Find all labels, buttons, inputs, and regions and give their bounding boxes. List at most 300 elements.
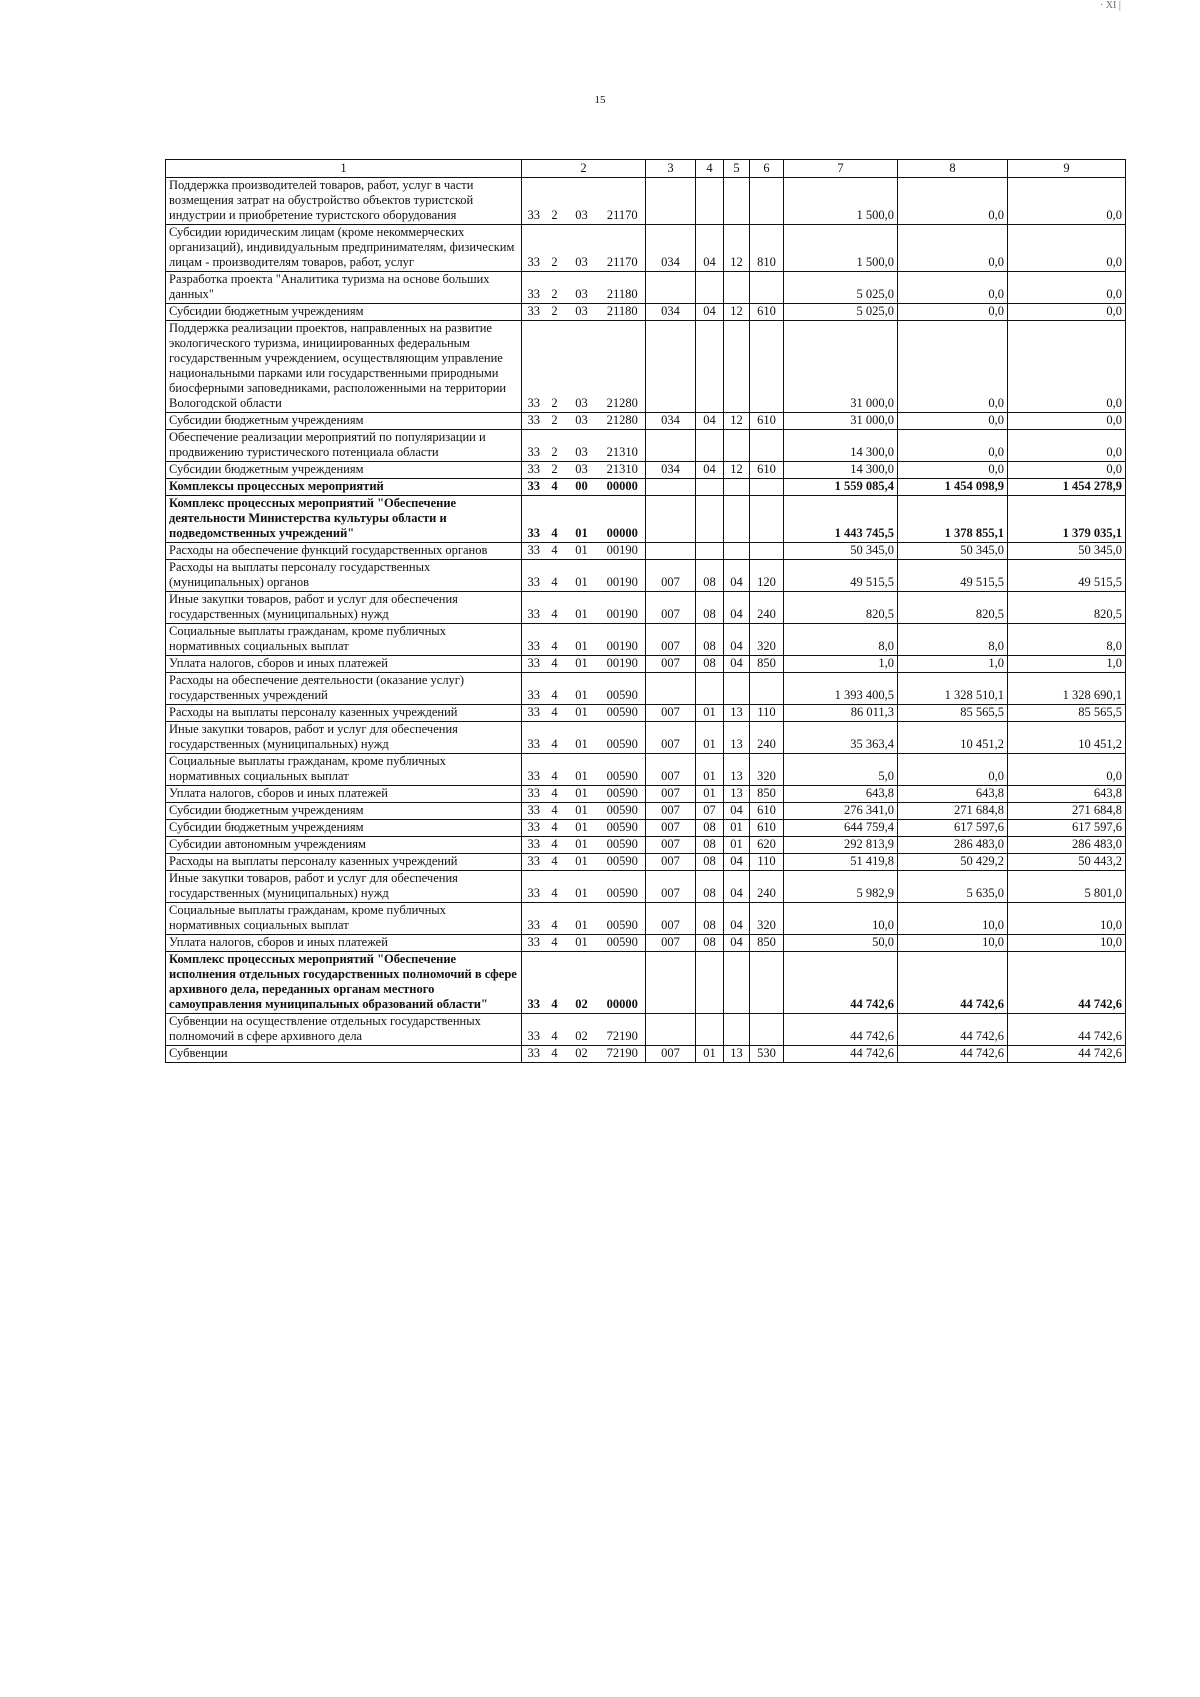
code-subsection: 04 (724, 624, 750, 656)
code-subsection (724, 430, 750, 462)
code-type: 4 (546, 786, 564, 803)
row-name: Уплата налогов, сборов и иных платежей (166, 786, 522, 803)
code-complex: 03 (564, 272, 600, 304)
code-direction: 21180 (600, 304, 646, 321)
code-expense-type: 620 (750, 837, 784, 854)
code-grbs (646, 1014, 696, 1046)
code-direction: 00590 (600, 803, 646, 820)
code-program: 33 (522, 673, 546, 705)
code-type: 4 (546, 854, 564, 871)
code-complex: 01 (564, 673, 600, 705)
code-complex: 01 (564, 786, 600, 803)
code-grbs: 007 (646, 854, 696, 871)
amount-col-9: 50 443,2 (1008, 854, 1126, 871)
code-type: 4 (546, 479, 564, 496)
amount-col-9: 1 328 690,1 (1008, 673, 1126, 705)
amount-col-7: 5,0 (784, 754, 898, 786)
code-expense-type: 320 (750, 624, 784, 656)
row-name: Субсидии бюджетным учреждениям (166, 820, 522, 837)
row-name: Расходы на обеспечение деятельности (оказание услуг) государственных учреждений (166, 673, 522, 705)
code-direction: 21280 (600, 321, 646, 413)
code-type: 4 (546, 543, 564, 560)
code-type: 2 (546, 413, 564, 430)
amount-col-9: 0,0 (1008, 178, 1126, 225)
row-name: Уплата налогов, сборов и иных платежей (166, 935, 522, 952)
amount-col-7: 1,0 (784, 656, 898, 673)
code-grbs: 007 (646, 803, 696, 820)
code-type: 4 (546, 935, 564, 952)
code-type: 4 (546, 722, 564, 754)
code-direction: 00590 (600, 820, 646, 837)
code-program: 33 (522, 430, 546, 462)
amount-col-9: 44 742,6 (1008, 952, 1126, 1014)
code-program: 33 (522, 952, 546, 1014)
code-expense-type (750, 430, 784, 462)
code-subsection: 04 (724, 656, 750, 673)
code-expense-type: 120 (750, 560, 784, 592)
code-section: 04 (696, 225, 724, 272)
amount-col-9: 0,0 (1008, 321, 1126, 413)
amount-col-8: 0,0 (898, 304, 1008, 321)
table-row (166, 903, 1126, 935)
amount-col-9: 0,0 (1008, 225, 1126, 272)
code-program: 33 (522, 178, 546, 225)
code-expense-type: 320 (750, 903, 784, 935)
amount-col-8: 44 742,6 (898, 1014, 1008, 1046)
code-expense-type: 240 (750, 722, 784, 754)
code-section: 07 (696, 803, 724, 820)
row-name: Расходы на выплаты персоналу государственных (муниципальных) органов (166, 560, 522, 592)
code-direction: 00590 (600, 786, 646, 803)
row-name: Социальные выплаты гражданам, кроме публичных нормативных социальных выплат (166, 754, 522, 786)
row-name: Иные закупки товаров, работ и услуг для обеспечения государственных (муниципальных) нужд (166, 592, 522, 624)
code-direction: 21180 (600, 272, 646, 304)
table-row (166, 462, 1126, 479)
row-name: Расходы на выплаты персоналу казенных учреждений (166, 705, 522, 722)
amount-col-8: 643,8 (898, 786, 1008, 803)
code-subsection (724, 321, 750, 413)
row-name: Расходы на обеспечение функций государственных органов (166, 543, 522, 560)
amount-col-7: 5 025,0 (784, 304, 898, 321)
amount-col-8: 50 429,2 (898, 854, 1008, 871)
code-complex: 01 (564, 803, 600, 820)
code-type: 4 (546, 496, 564, 543)
amount-col-8: 10,0 (898, 903, 1008, 935)
code-grbs: 007 (646, 624, 696, 656)
amount-col-7: 50 345,0 (784, 543, 898, 560)
header-col-5: 5 (724, 160, 750, 178)
amount-col-7: 49 515,5 (784, 560, 898, 592)
row-name: Социальные выплаты гражданам, кроме публичных нормативных социальных выплат (166, 624, 522, 656)
code-program: 33 (522, 722, 546, 754)
amount-col-9: 0,0 (1008, 304, 1126, 321)
amount-col-8: 44 742,6 (898, 1046, 1008, 1063)
code-direction: 00590 (600, 705, 646, 722)
code-direction: 00000 (600, 952, 646, 1014)
code-expense-type (750, 952, 784, 1014)
amount-col-8: 617 597,6 (898, 820, 1008, 837)
code-program: 33 (522, 935, 546, 952)
code-complex: 01 (564, 754, 600, 786)
amount-col-8: 271 684,8 (898, 803, 1008, 820)
code-expense-type (750, 479, 784, 496)
amount-col-8: 0,0 (898, 321, 1008, 413)
row-name: Субсидии юридическим лицам (кроме некоммерческих организаций), индивидуальным предпринимателям, физическим лицам - производителям товаров, работ, услуг (166, 225, 522, 272)
amount-col-9: 44 742,6 (1008, 1046, 1126, 1063)
code-complex: 02 (564, 952, 600, 1014)
scan-mark: · XI | (1100, 0, 1121, 11)
code-program: 33 (522, 854, 546, 871)
code-program: 33 (522, 656, 546, 673)
amount-col-9: 44 742,6 (1008, 1014, 1126, 1046)
table-row (166, 496, 1126, 543)
code-complex: 01 (564, 871, 600, 903)
code-complex: 01 (564, 592, 600, 624)
amount-col-7: 14 300,0 (784, 462, 898, 479)
amount-col-8: 0,0 (898, 178, 1008, 225)
code-type: 2 (546, 321, 564, 413)
amount-col-9: 0,0 (1008, 413, 1126, 430)
amount-col-8: 8,0 (898, 624, 1008, 656)
code-subsection (724, 272, 750, 304)
code-subsection: 01 (724, 820, 750, 837)
code-section: 04 (696, 413, 724, 430)
header-col-3: 3 (646, 160, 696, 178)
code-complex: 01 (564, 820, 600, 837)
amount-col-9: 50 345,0 (1008, 543, 1126, 560)
code-expense-type (750, 272, 784, 304)
code-type: 4 (546, 952, 564, 1014)
code-grbs: 007 (646, 820, 696, 837)
row-name: Комплекс процессных мероприятий "Обеспечение исполнения отдельных государственных полномочий в сфере архивного дела, переданных органам местного самоуправления муниципальных образований области" (166, 952, 522, 1014)
code-program: 33 (522, 304, 546, 321)
code-grbs: 007 (646, 837, 696, 854)
code-program: 33 (522, 496, 546, 543)
table-row (166, 854, 1126, 871)
code-direction: 00000 (600, 496, 646, 543)
amount-col-8: 820,5 (898, 592, 1008, 624)
row-name: Поддержка производителей товаров, работ, услуг в части возмещения затрат на обустройство объектов туристской индустрии и приобретение туристского оборудования (166, 178, 522, 225)
code-program: 33 (522, 705, 546, 722)
code-subsection (724, 1014, 750, 1046)
table-row (166, 430, 1126, 462)
code-subsection: 13 (724, 754, 750, 786)
code-expense-type: 850 (750, 786, 784, 803)
table-row (166, 413, 1126, 430)
code-subsection (724, 673, 750, 705)
code-section (696, 272, 724, 304)
code-section (696, 321, 724, 413)
amount-col-8: 1,0 (898, 656, 1008, 673)
code-type: 2 (546, 430, 564, 462)
amount-col-8: 50 345,0 (898, 543, 1008, 560)
code-type: 2 (546, 304, 564, 321)
table-row (166, 820, 1126, 837)
code-section: 08 (696, 935, 724, 952)
header-col-1: 1 (166, 160, 522, 178)
code-subsection: 04 (724, 871, 750, 903)
code-section: 08 (696, 854, 724, 871)
amount-col-8: 0,0 (898, 430, 1008, 462)
code-type: 4 (546, 656, 564, 673)
amount-col-9: 643,8 (1008, 786, 1126, 803)
code-complex: 01 (564, 560, 600, 592)
code-section (696, 178, 724, 225)
code-complex: 01 (564, 837, 600, 854)
code-direction: 21310 (600, 462, 646, 479)
code-complex: 03 (564, 304, 600, 321)
code-program: 33 (522, 1046, 546, 1063)
code-program: 33 (522, 592, 546, 624)
code-section (696, 673, 724, 705)
code-direction: 00190 (600, 543, 646, 560)
amount-col-9: 0,0 (1008, 754, 1126, 786)
code-program: 33 (522, 871, 546, 903)
code-direction: 21280 (600, 413, 646, 430)
row-name: Комплексы процессных мероприятий (166, 479, 522, 496)
amount-col-7: 31 000,0 (784, 413, 898, 430)
amount-col-7: 51 419,8 (784, 854, 898, 871)
code-subsection (724, 479, 750, 496)
code-expense-type (750, 673, 784, 705)
amount-col-7: 1 443 745,5 (784, 496, 898, 543)
code-program: 33 (522, 479, 546, 496)
code-grbs: 007 (646, 705, 696, 722)
amount-col-8: 0,0 (898, 754, 1008, 786)
amount-col-7: 35 363,4 (784, 722, 898, 754)
amount-col-9: 8,0 (1008, 624, 1126, 656)
header-col-4: 4 (696, 160, 724, 178)
code-grbs: 007 (646, 935, 696, 952)
amount-col-8: 0,0 (898, 462, 1008, 479)
code-type: 4 (546, 705, 564, 722)
code-subsection: 13 (724, 1046, 750, 1063)
code-program: 33 (522, 820, 546, 837)
row-name: Иные закупки товаров, работ и услуг для обеспечения государственных (муниципальных) нужд (166, 722, 522, 754)
amount-col-9: 5 801,0 (1008, 871, 1126, 903)
code-subsection (724, 178, 750, 225)
code-expense-type: 320 (750, 754, 784, 786)
code-complex: 01 (564, 722, 600, 754)
table-row (166, 952, 1126, 1014)
amount-col-7: 86 011,3 (784, 705, 898, 722)
row-name: Уплата налогов, сборов и иных платежей (166, 656, 522, 673)
code-subsection: 13 (724, 722, 750, 754)
code-subsection (724, 496, 750, 543)
code-program: 33 (522, 543, 546, 560)
row-name: Субвенции на осуществление отдельных государственных полномочий в сфере архивного дела (166, 1014, 522, 1046)
code-subsection (724, 543, 750, 560)
code-section: 01 (696, 705, 724, 722)
amount-col-9: 271 684,8 (1008, 803, 1126, 820)
table-row (166, 803, 1126, 820)
amount-col-8: 0,0 (898, 413, 1008, 430)
code-section: 08 (696, 837, 724, 854)
code-direction: 00590 (600, 837, 646, 854)
amount-col-9: 10,0 (1008, 935, 1126, 952)
code-grbs (646, 430, 696, 462)
code-type: 4 (546, 871, 564, 903)
code-grbs (646, 272, 696, 304)
amount-col-8: 1 378 855,1 (898, 496, 1008, 543)
code-complex: 01 (564, 903, 600, 935)
code-expense-type (750, 496, 784, 543)
table-row (166, 754, 1126, 786)
row-name: Иные закупки товаров, работ и услуг для обеспечения государственных (муниципальных) нужд (166, 871, 522, 903)
code-direction: 00590 (600, 854, 646, 871)
code-grbs (646, 543, 696, 560)
amount-col-7: 1 500,0 (784, 178, 898, 225)
amount-col-8: 0,0 (898, 225, 1008, 272)
amount-col-7: 10,0 (784, 903, 898, 935)
code-expense-type: 850 (750, 656, 784, 673)
code-program: 33 (522, 462, 546, 479)
code-subsection: 04 (724, 592, 750, 624)
code-type: 4 (546, 903, 564, 935)
code-section: 01 (696, 722, 724, 754)
code-section (696, 479, 724, 496)
code-subsection: 04 (724, 854, 750, 871)
code-type: 2 (546, 225, 564, 272)
row-name: Разработка проекта "Аналитика туризма на основе больших данных" (166, 272, 522, 304)
code-complex: 03 (564, 225, 600, 272)
code-section: 08 (696, 656, 724, 673)
code-expense-type: 850 (750, 935, 784, 952)
code-section: 08 (696, 871, 724, 903)
code-section: 08 (696, 624, 724, 656)
amount-col-8: 1 328 510,1 (898, 673, 1008, 705)
code-complex: 00 (564, 479, 600, 496)
amount-col-7: 644 759,4 (784, 820, 898, 837)
row-name: Комплекс процессных мероприятий "Обеспечение деятельности Министерства культуры области и подведомственных учреждений" (166, 496, 522, 543)
code-direction: 21170 (600, 225, 646, 272)
code-program: 33 (522, 803, 546, 820)
amount-col-8: 286 483,0 (898, 837, 1008, 854)
code-section (696, 543, 724, 560)
amount-col-7: 820,5 (784, 592, 898, 624)
table-row (166, 656, 1126, 673)
amount-col-7: 14 300,0 (784, 430, 898, 462)
code-expense-type: 610 (750, 803, 784, 820)
code-subsection: 13 (724, 786, 750, 803)
header-col-7: 7 (784, 160, 898, 178)
row-name: Поддержка реализации проектов, направленных на развитие экологического туризма, инициированных федеральным государственным учреждением, осуществляющим управление национальными парками или государственными природными биосферными заповедниками, расположенными на территории Вологодской области (166, 321, 522, 413)
code-section: 01 (696, 754, 724, 786)
code-complex: 02 (564, 1046, 600, 1063)
code-expense-type: 610 (750, 462, 784, 479)
amount-col-9: 1 379 035,1 (1008, 496, 1126, 543)
table-row (166, 479, 1126, 496)
code-expense-type: 610 (750, 413, 784, 430)
amount-col-7: 292 813,9 (784, 837, 898, 854)
code-complex: 03 (564, 178, 600, 225)
code-direction: 00590 (600, 903, 646, 935)
code-direction: 21310 (600, 430, 646, 462)
amount-col-9: 1,0 (1008, 656, 1126, 673)
code-grbs (646, 321, 696, 413)
amount-col-7: 1 393 400,5 (784, 673, 898, 705)
amount-col-9: 0,0 (1008, 430, 1126, 462)
code-grbs: 007 (646, 592, 696, 624)
code-grbs: 007 (646, 903, 696, 935)
code-direction: 00190 (600, 656, 646, 673)
code-type: 4 (546, 837, 564, 854)
code-program: 33 (522, 560, 546, 592)
table-row (166, 705, 1126, 722)
code-section (696, 430, 724, 462)
code-grbs: 007 (646, 560, 696, 592)
amount-col-9: 10 451,2 (1008, 722, 1126, 754)
code-grbs (646, 952, 696, 1014)
code-subsection: 04 (724, 560, 750, 592)
row-name: Субвенции (166, 1046, 522, 1063)
code-direction: 21170 (600, 178, 646, 225)
amount-col-7: 8,0 (784, 624, 898, 656)
amount-col-9: 1 454 278,9 (1008, 479, 1126, 496)
code-program: 33 (522, 1014, 546, 1046)
amount-col-9: 820,5 (1008, 592, 1126, 624)
code-expense-type: 110 (750, 705, 784, 722)
code-grbs: 034 (646, 462, 696, 479)
table-row (166, 272, 1126, 304)
amount-col-7: 31 000,0 (784, 321, 898, 413)
code-complex: 02 (564, 1014, 600, 1046)
code-direction: 00590 (600, 673, 646, 705)
row-name: Субсидии бюджетным учреждениям (166, 462, 522, 479)
amount-col-8: 49 515,5 (898, 560, 1008, 592)
header-col-9: 9 (1008, 160, 1126, 178)
table-row (166, 786, 1126, 803)
code-grbs: 007 (646, 722, 696, 754)
code-expense-type (750, 543, 784, 560)
code-subsection: 13 (724, 705, 750, 722)
code-complex: 03 (564, 321, 600, 413)
code-grbs (646, 673, 696, 705)
code-type: 4 (546, 1046, 564, 1063)
table-row (166, 1014, 1126, 1046)
code-expense-type: 530 (750, 1046, 784, 1063)
amount-col-7: 44 742,6 (784, 1014, 898, 1046)
code-grbs: 007 (646, 786, 696, 803)
code-type: 4 (546, 1014, 564, 1046)
code-direction: 00190 (600, 624, 646, 656)
code-section: 08 (696, 903, 724, 935)
code-type: 4 (546, 820, 564, 837)
header-col-6: 6 (750, 160, 784, 178)
code-section (696, 952, 724, 1014)
row-name: Расходы на выплаты персоналу казенных учреждений (166, 854, 522, 871)
code-subsection: 04 (724, 803, 750, 820)
code-section: 01 (696, 1046, 724, 1063)
code-subsection: 12 (724, 413, 750, 430)
code-program: 33 (522, 903, 546, 935)
code-type: 4 (546, 803, 564, 820)
code-expense-type: 610 (750, 820, 784, 837)
amount-col-7: 1 500,0 (784, 225, 898, 272)
code-expense-type: 610 (750, 304, 784, 321)
code-complex: 01 (564, 854, 600, 871)
amount-col-8: 0,0 (898, 272, 1008, 304)
code-program: 33 (522, 837, 546, 854)
code-type: 2 (546, 462, 564, 479)
code-expense-type (750, 321, 784, 413)
amount-col-9: 0,0 (1008, 462, 1126, 479)
amount-col-7: 44 742,6 (784, 952, 898, 1014)
table-row (166, 592, 1126, 624)
code-subsection (724, 952, 750, 1014)
table-row (166, 560, 1126, 592)
code-section (696, 496, 724, 543)
